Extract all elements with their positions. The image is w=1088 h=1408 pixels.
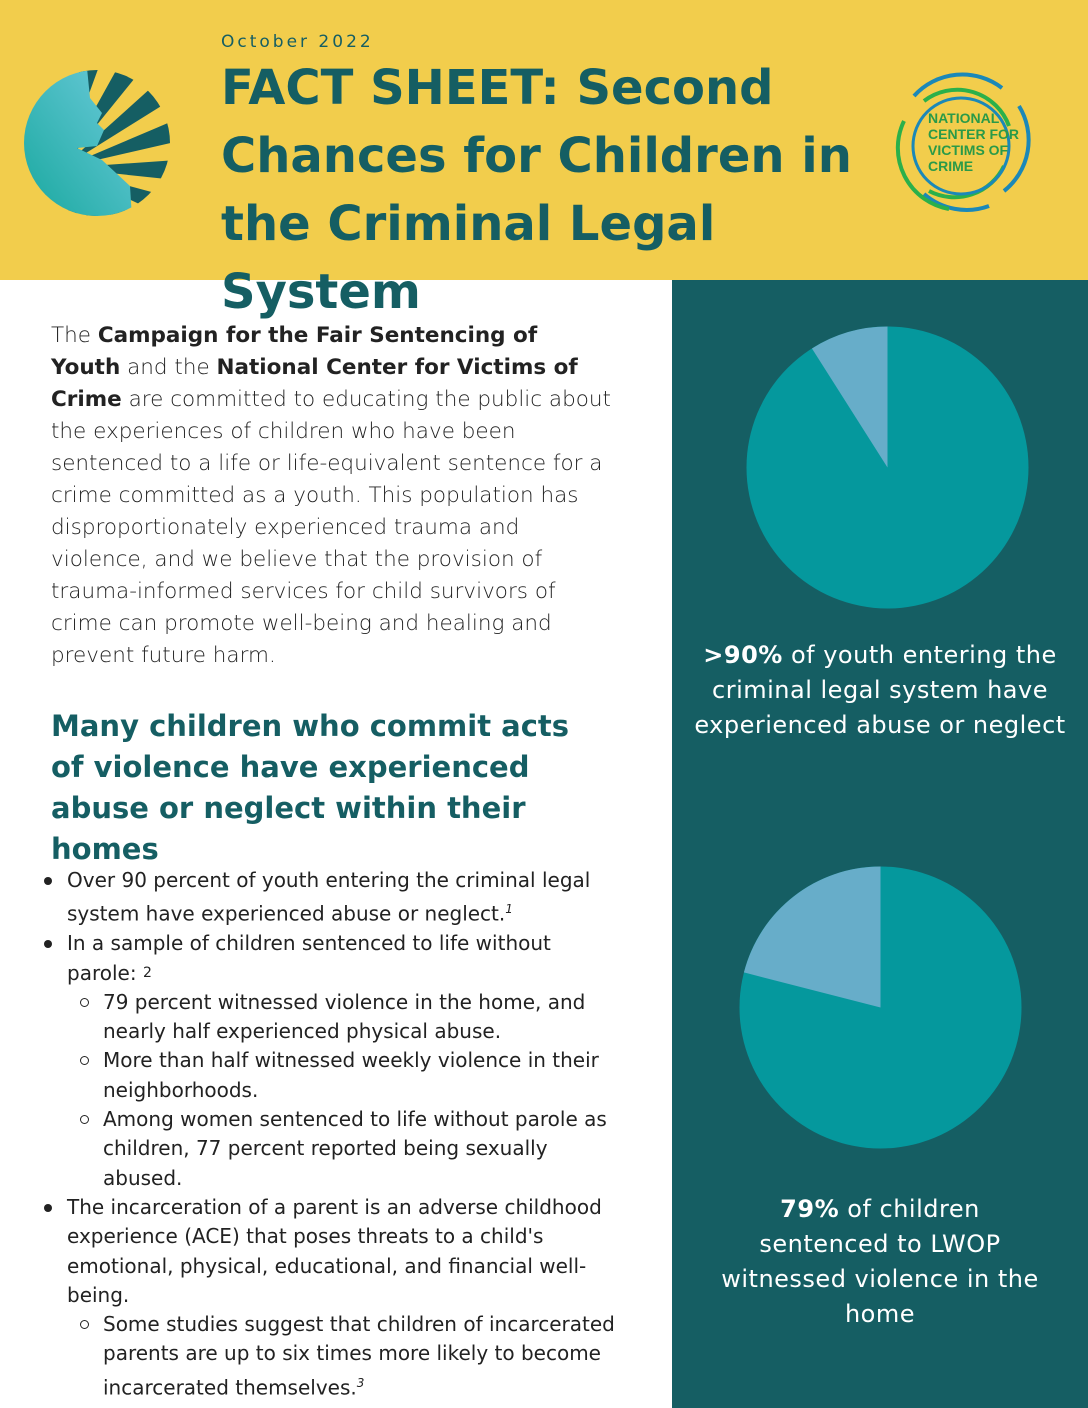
org-name: National Center for Victims of Crime: [51, 355, 578, 412]
list-item: Among women sentenced to life without parole as children, 77 percent reported being sexually abused.: [44, 1105, 624, 1193]
org-name: Campaign for the Fair Sentencing of Youth: [51, 323, 538, 380]
pie-chart-violence: [738, 865, 1023, 1150]
svg-text:CENTER FOR: CENTER FOR: [928, 126, 1019, 142]
intro-paragraph: The Campaign for the Fair Sentencing of Youth and the National Center for Victims of Crime are committed to educating the public about the experiences of children who have been sentenced to a life or life-equivalent sentence for a crime committed as a youth. This population has disproportionately experienced trauma and violence, and we believe that the provision of trauma-informed services for child survivors of crime can promote well-being and healing and prevent future harm.: [51, 323, 611, 668]
date: October 2022: [221, 32, 374, 52]
campaign-logo: [22, 68, 172, 218]
svg-text:VICTIMS OF: VICTIMS OF: [928, 142, 1009, 158]
page-title: FACT SHEET: Second Chances for Children in the Criminal Legal System: [221, 60, 852, 320]
stat-abuse: >90% of youth entering the criminal legal system have experienced abuse or neglect: [694, 641, 1066, 739]
stat-violence: 79% of children sentenced to LWOP witnessed violence in the home: [721, 1195, 1039, 1328]
facts-list: [44, 866, 624, 1403]
header: [0, 0, 1088, 320]
pie-chart-abuse: [745, 325, 1030, 610]
svg-text:CRIME: CRIME: [928, 158, 974, 174]
svg-text:NATIONAL: NATIONAL: [928, 110, 1000, 126]
section-heading: Many children who commit acts of violence have experienced abuse or neglect within their homes: [51, 709, 570, 866]
list-item: 79 percent witnessed violence in the home, and nearly half experienced physical abuse.: [44, 988, 624, 1047]
list-item: In a sample of children sentenced to life without parole: $^2$: [44, 929, 624, 988]
list-item: The incarceration of a parent is an adverse childhood experience (ACE) that poses threats to a child's emotional, physical, educational, and financial well-being.: [44, 1193, 624, 1310]
list-item: Some studies suggest that children of incarcerated parents are up to six times more likely to become incarcerated themselves.$^3$: [44, 1310, 624, 1403]
list-item: Over 90 percent of youth entering the criminal legal system have experienced abuse or neglect.$^1$: [44, 866, 624, 929]
list-item: More than half witnessed weekly violence in their neighborhoods.: [44, 1046, 624, 1105]
ncvc-logo: [884, 66, 1039, 221]
